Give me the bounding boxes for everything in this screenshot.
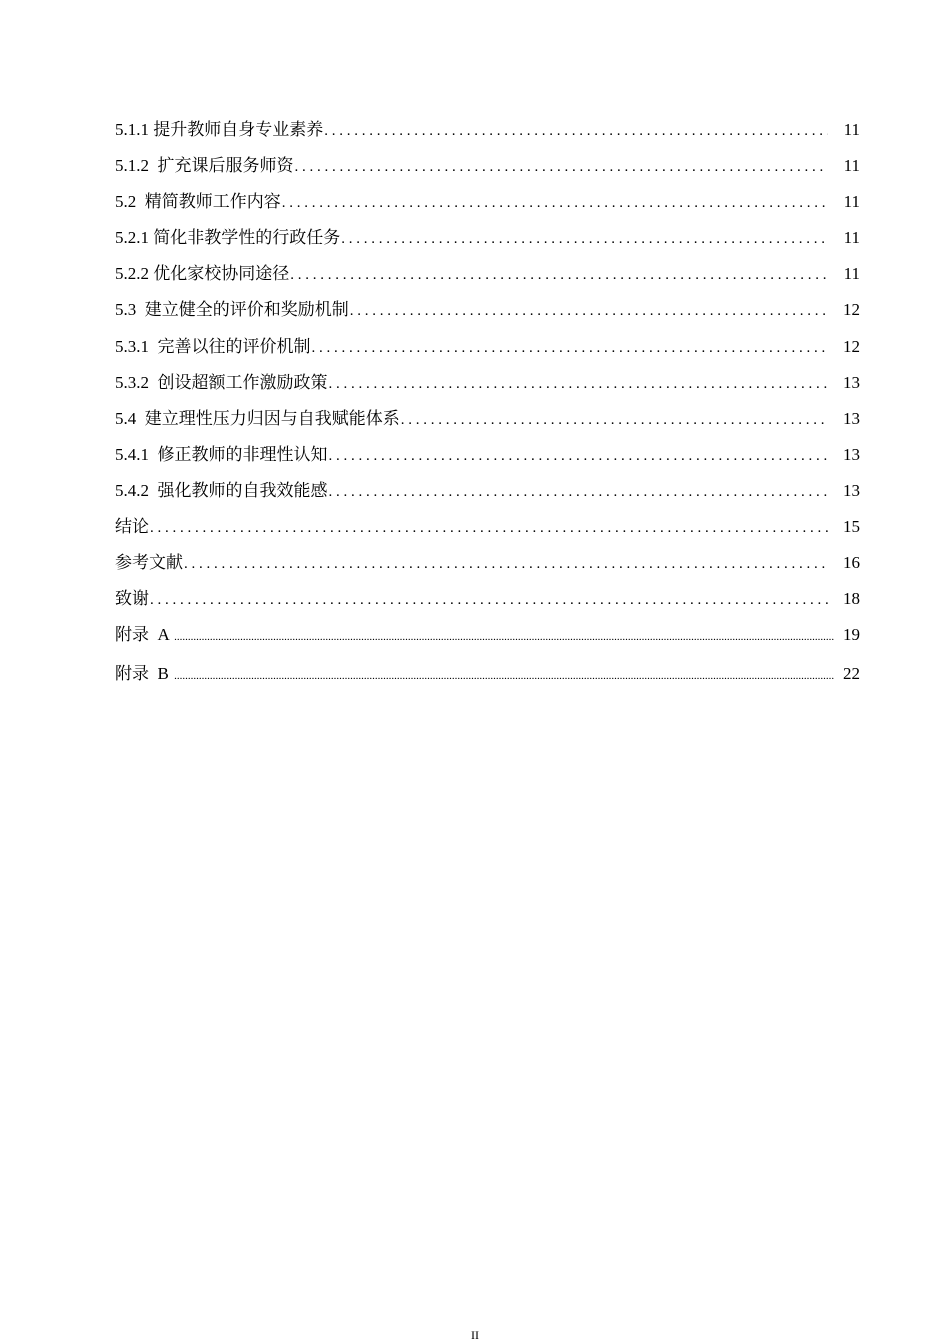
toc-entry-label: 5.4 建立理性压力归因与自我赋能体系 [115,408,400,428]
toc-entry-label: 附录 B [115,664,174,684]
toc-dot-leader [329,444,829,468]
toc-dot-leader [282,191,828,215]
toc-entry-page: 12 [843,336,860,356]
toc-dot-leader [174,625,834,649]
toc-dot-leader [184,552,828,576]
toc-dot-leader [150,516,828,540]
toc-entry-page: 13 [843,372,860,392]
toc-entry-label: 5.3 建立健全的评价和奖励机制 [115,300,349,320]
toc-entry-label: 附录 A [115,625,174,645]
toc-entry-acknowledgements[interactable] [115,587,860,623]
toc-entry-page: 19 [843,625,860,645]
toc-entry-5-2-1[interactable] [115,226,860,262]
toc-entry-5-4-2[interactable] [115,479,860,515]
toc-entry-5-2-2[interactable] [115,262,860,298]
toc-entry-page: 11 [843,156,860,176]
toc-entry-page: 22 [843,664,860,684]
toc-entry-appendix-b[interactable] [115,662,860,701]
toc-entry-page: 13 [843,408,860,428]
toc-dot-leader [341,227,828,251]
toc-entry-page: 18 [843,589,860,609]
toc-dot-leader [290,263,828,287]
page-number-footer: II [471,1328,479,1342]
toc-entry-label: 5.2.1 简化非教学性的行政任务 [115,228,341,248]
toc-entry-conclusion[interactable] [115,515,860,551]
toc-dot-leader [350,299,828,323]
toc-entry-page: 13 [843,480,860,500]
toc-entry-page: 11 [843,192,860,212]
toc-entry-page: 11 [843,228,860,248]
toc-entry-5-1-1[interactable] [115,118,860,154]
toc-entry-label: 5.3.2 创设超额工作激励政策 [115,372,328,392]
toc-entry-5-4-1[interactable] [115,443,860,479]
toc-entry-5-3[interactable] [115,298,860,334]
toc-dot-leader [401,408,828,432]
toc-entry-5-2[interactable] [115,190,860,226]
toc-dot-leader [329,480,829,504]
toc-entry-label: 5.4.1 修正教师的非理性认知 [115,444,328,464]
toc-dot-leader [174,664,834,688]
table-of-contents [115,118,860,701]
toc-entry-5-3-2[interactable] [115,371,860,407]
toc-entry-5-3-1[interactable] [115,335,860,371]
toc-entry-5-4[interactable] [115,407,860,443]
toc-entry-label: 5.4.2 强化教师的自我效能感 [115,480,328,500]
toc-dot-leader [329,372,829,396]
toc-entry-label: 5.2.2 优化家校协同途径 [115,264,290,284]
toc-entry-appendix-a[interactable] [115,623,860,662]
toc-entry-page: 11 [843,264,860,284]
toc-dot-leader [324,119,828,143]
toc-entry-page: 13 [843,444,860,464]
toc-dot-leader [312,336,829,360]
toc-entry-label: 5.1.1 提升教师自身专业素养 [115,120,324,139]
toc-entry-references[interactable] [115,551,860,587]
toc-entry-5-1-2[interactable] [115,154,860,190]
toc-entry-label: 参考文献 [115,553,183,573]
toc-entry-label: 结论 [115,517,149,537]
toc-dot-leader [150,588,828,612]
toc-entry-page: 16 [843,553,860,573]
toc-entry-label: 致谢 [115,589,149,609]
toc-entry-label: 5.3.1 完善以往的评价机制 [115,336,311,356]
toc-entry-label: 5.2 精简教师工作内容 [115,192,281,212]
toc-entry-page: 11 [843,120,860,139]
toc-entry-page: 15 [843,517,860,537]
toc-dot-leader [295,155,829,179]
toc-entry-label: 5.1.2 扩充课后服务师资 [115,156,294,176]
toc-entry-page: 12 [843,300,860,320]
